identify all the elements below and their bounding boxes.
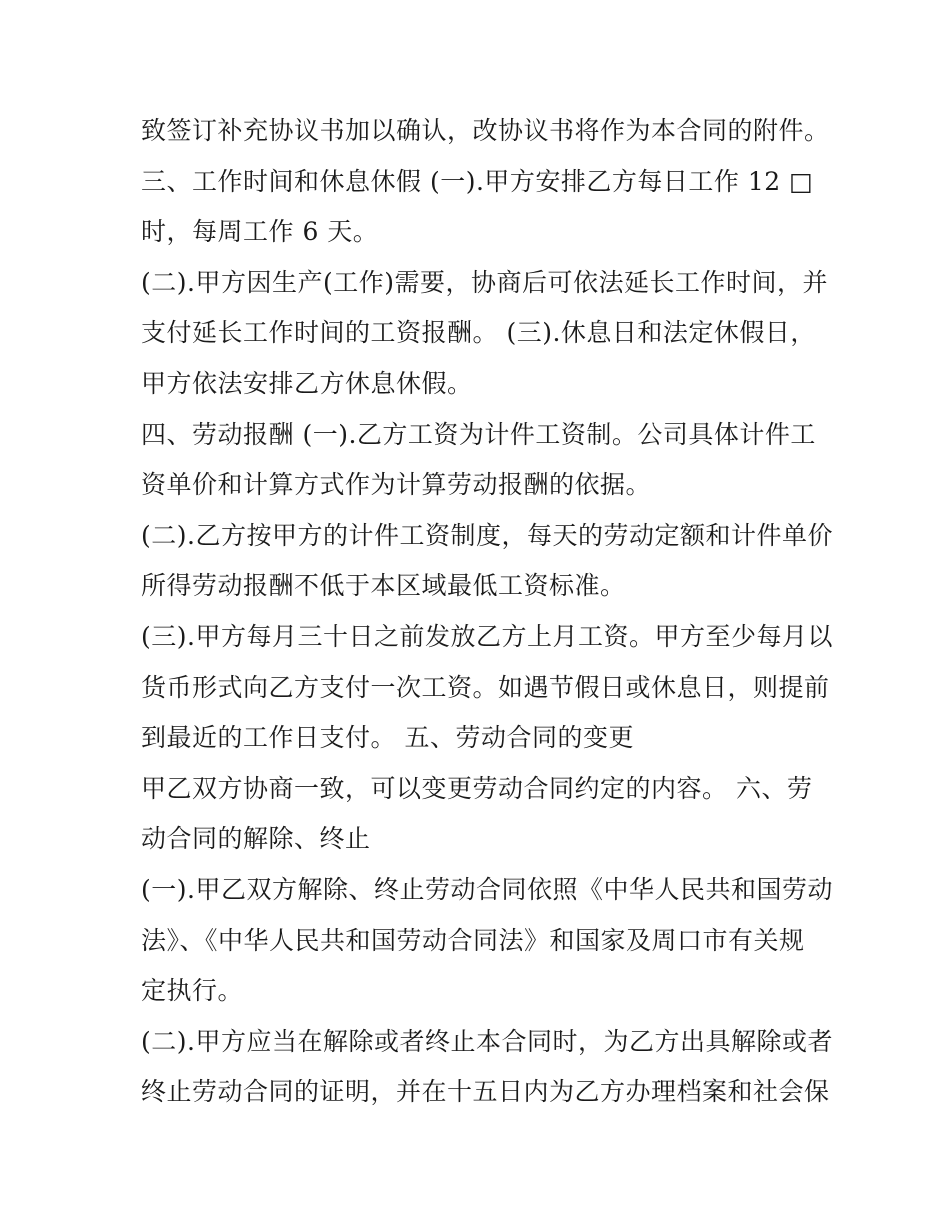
text-line: (三).甲方每月三十日之前发放乙方上月工资。甲方至少每月以 xyxy=(141,621,833,651)
text-line: 甲方依法安排乙方休息休假。 xyxy=(141,368,473,398)
text-line: 资单价和计算方式作为计算劳动报酬的依据。 xyxy=(141,470,652,500)
contract-text-body xyxy=(141,106,831,1118)
text-line: 货币形式向乙方支付一次工资。如遇节假日或休息日，则提前 xyxy=(141,672,830,702)
text-line: 法》、《中华人民共和国劳动合同法》和国家及周口市有关规 xyxy=(141,925,805,955)
text-line: 甲乙双方协商一致，可以变更劳动合同约定的内容。 六、劳 xyxy=(141,773,813,803)
text-line: (二).乙方按甲方的计件工资制度，每天的劳动定额和计件单价 xyxy=(141,520,833,550)
text-line: 定执行。 xyxy=(141,976,244,1006)
text-line: 致签订补充协议书加以确认，改协议书将作为本合同的附件。 xyxy=(141,116,830,145)
text-line: 四、劳动报酬 (一).乙方工资为计件工资制。公司具体计件工 xyxy=(141,419,816,449)
text-line: 终止劳动合同的证明，并在十五日内为乙方办理档案和社会保 xyxy=(141,1077,830,1107)
text-line: 动合同的解除、终止 xyxy=(141,824,371,854)
text-line: 三、工作时间和休息休假 (一).甲方安排乙方每日工作 12 □ xyxy=(141,166,814,196)
text-line: 时，每周工作 6 天。 xyxy=(141,217,379,247)
text-line: (二).甲方应当在解除或者终止本合同时，为乙方出具解除或者 xyxy=(141,1026,833,1056)
text-line: (二).甲方因生产(工作)需要，协商后可依法延长工作时间，并 xyxy=(141,267,828,297)
text-line: (一).甲乙双方解除、终止劳动合同依照《中华人民共和国劳动 xyxy=(141,874,833,904)
text-line: 到最近的工作日支付。 五、劳动合同的变更 xyxy=(141,723,634,753)
text-line: 支付延长工作时间的工资报酬。 (三).休息日和法定休假日， xyxy=(141,318,816,348)
text-line: 所得劳动报酬不低于本区域最低工资标准。 xyxy=(141,571,626,601)
